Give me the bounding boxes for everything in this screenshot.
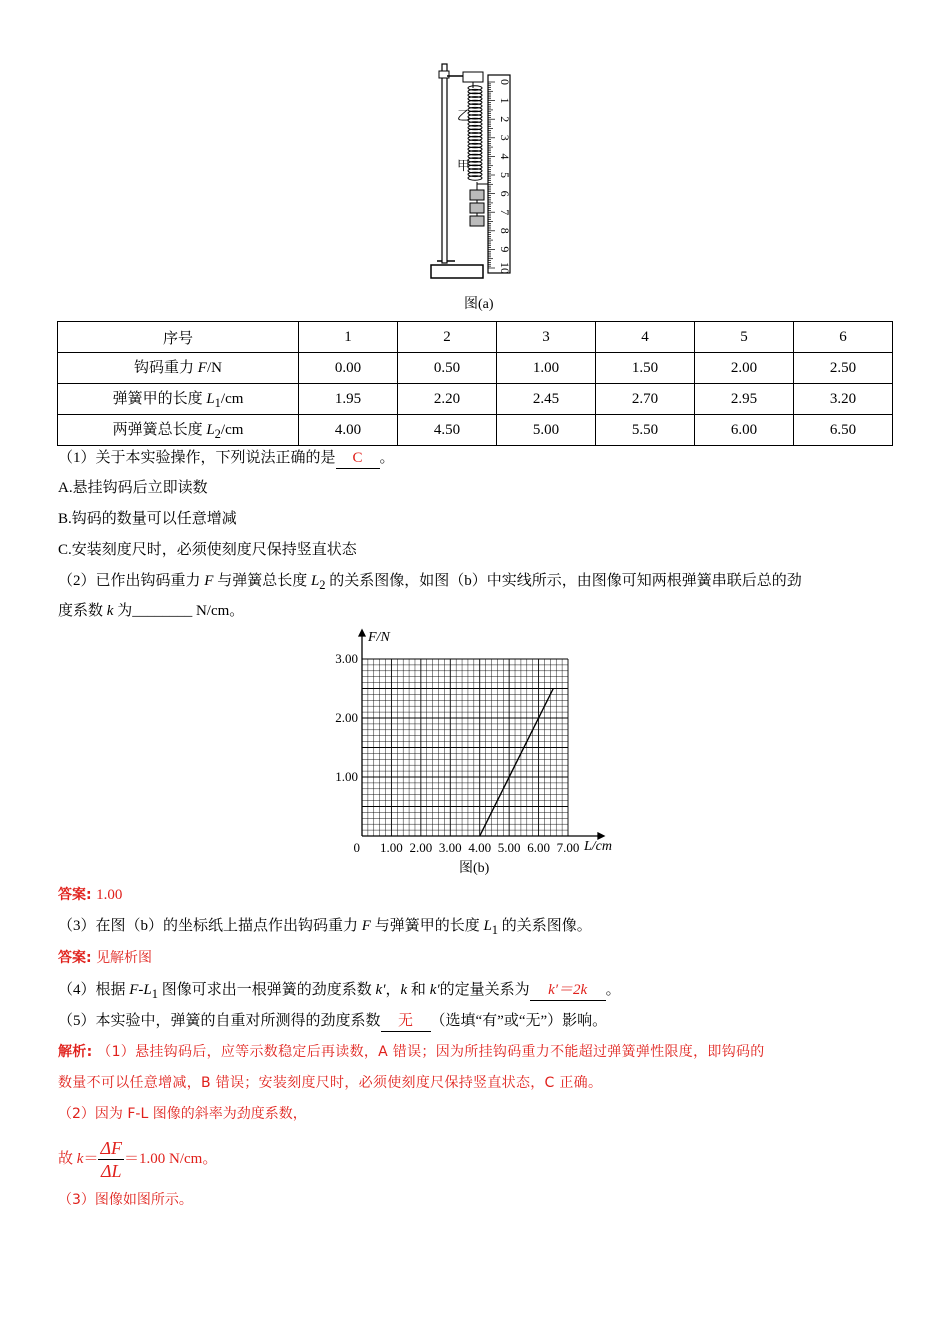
x-tick-label: 5.00 — [497, 840, 521, 853]
delta-fraction: $\frac{\Delta F}{\Delta L}$ — [100, 1138, 123, 1181]
analysis-line-2: 数量不可以任意增减，B 错误；安装刻度尺时，必须使刻度尺保持竖直状态，C 正确。 — [58, 1075, 603, 1091]
analysis-formula: 故 k＝ $\frac{\Delta F}{\Delta L}$ ＝1.00 N/cm。 — [58, 1138, 218, 1181]
ruler-label: 0 — [498, 79, 512, 85]
y-axis-arrow — [359, 630, 365, 636]
ruler-label: 6 — [498, 190, 512, 197]
ruler-label: 8 — [498, 227, 512, 234]
y-tick-label: 2.00 — [335, 710, 358, 725]
x-tick-label: 0 — [353, 840, 360, 853]
row-label: 弹簧甲的长度 $L_1/cm$ — [58, 384, 299, 415]
q4-stem: （4）根据 $F-L_1$ 图像可求出一根弹簧的劲度系数 k′，k 和 k′的定量关系为 k′＝2k 。 — [58, 982, 621, 1001]
q1-answer: C — [336, 448, 380, 469]
q2-line1: （2）已作出钩码重力 F 与弹簧总长度 $L_2$ 的关系图像，如图（b）中实线所示，由图像可知两根弹簧串联后总的劲 — [58, 573, 802, 592]
x-axis-label: L/cm — [584, 839, 612, 853]
q2-line2: 度系数 k 为________ N/cm。 — [58, 603, 245, 619]
q1-stem: （1）关于本实验操作，下列说法正确的是 C 。 — [58, 448, 395, 469]
table-cell: 5.00 — [497, 415, 596, 446]
table-cell: 6.50 — [794, 415, 893, 446]
x-tick-label: 6.00 — [527, 840, 550, 853]
answer-2: 答案: 见解析图 — [58, 950, 153, 966]
x-tick-label: 2.00 — [409, 840, 433, 853]
table-header-row — [58, 322, 893, 353]
ruler-label: 1 — [498, 97, 512, 104]
x-tick-label: 3.00 — [438, 840, 462, 853]
table-header-cell: 5 — [695, 322, 794, 353]
q1-option-c: C.安装刻度尺时，必须使刻度尺保持竖直状态 — [58, 542, 357, 558]
ruler-label: 2 — [498, 116, 512, 123]
table-cell: 4.00 — [299, 415, 398, 446]
apparatus-figure — [425, 60, 520, 285]
label-jia: 甲 — [457, 159, 471, 174]
y-tick-label: 3.00 — [335, 651, 358, 666]
analysis-line-5: （3）图像如图所示。 — [58, 1192, 193, 1208]
ruler-label: 3 — [498, 134, 512, 141]
table-header-cell: 6 — [794, 322, 893, 353]
table-cell: 2.00 — [695, 353, 794, 384]
table-cell: 2.95 — [695, 384, 794, 415]
table-cell: 2.70 — [596, 384, 695, 415]
table-header-cell: 4 — [596, 322, 695, 353]
table-row — [58, 384, 893, 415]
ruler-label: 5 — [498, 172, 512, 178]
x-tick-label: 1.00 — [380, 840, 403, 853]
table-cell: 2.50 — [794, 353, 893, 384]
q4-answer: k′＝2k — [530, 980, 606, 1001]
ruler-label: 9 — [498, 246, 512, 253]
table-cell: 1.00 — [497, 353, 596, 384]
analysis-line-1: 解析: （1）悬挂钩码后，应等示数稳定后再读数，A 错误；因为所挂钩码重力不能超过弹簧弹性限度，即钩码的 — [58, 1044, 765, 1060]
table-header-cell: 3 — [497, 322, 596, 353]
table-cell: 2.20 — [398, 384, 497, 415]
analysis-line-3: （2）因为 F-L 图像的斜率为劲度系数， — [58, 1106, 307, 1122]
table-row — [58, 415, 893, 446]
data-table — [57, 321, 893, 446]
table-cell: 1.50 — [596, 353, 695, 384]
table-cell: 2.45 — [497, 384, 596, 415]
label-yi: 乙 — [457, 109, 471, 124]
ruler-label: 10 — [498, 262, 512, 274]
figure-b-caption: 图(b) — [459, 861, 490, 876]
figure-a-caption: 图(a) — [464, 297, 494, 312]
ruler-label: 4 — [498, 153, 512, 160]
q1-option-b: B.钩码的数量可以任意增减 — [58, 511, 237, 527]
row-label: 两弹簧总长度 $L_2/cm$ — [58, 415, 299, 446]
q3-stem: （3）在图（b）的坐标纸上描点作出钩码重力 F 与弹簧甲的长度 $L_1$ 的关系图像。 — [58, 918, 592, 937]
x-tick-label: 4.00 — [468, 840, 492, 853]
ruler-label: 7 — [498, 209, 512, 216]
table-row — [58, 353, 893, 384]
y-axis-label: F/N — [368, 630, 390, 645]
table-header-cell: 1 — [299, 322, 398, 353]
series-line — [480, 689, 554, 837]
q5-stem: （5）本实验中，弹簧的自重对所测得的劲度系数 无 （选填“有”或“无”）影响。 — [58, 1011, 607, 1032]
x-tick-label: 7.00 — [556, 840, 580, 853]
table-header-cell: 2 — [398, 322, 497, 353]
f-l-chart — [326, 628, 626, 853]
table-cell: 0.50 — [398, 353, 497, 384]
row-label: 钩码重力 F/N — [58, 353, 299, 384]
table-cell: 3.20 — [794, 384, 893, 415]
table-cell: 5.50 — [596, 415, 695, 446]
y-tick-label: 1.00 — [335, 769, 358, 784]
table-cell: 6.00 — [695, 415, 794, 446]
table-cell: 0.00 — [299, 353, 398, 384]
q5-answer: 无 — [381, 1011, 431, 1032]
table-cell: 4.50 — [398, 415, 497, 446]
q1-option-a: A.悬挂钩码后立即读数 — [58, 480, 208, 496]
table-cell: 1.95 — [299, 384, 398, 415]
table-header-cell: 序号 — [58, 322, 299, 353]
answer-1: 答案: 1.00 — [58, 887, 123, 903]
